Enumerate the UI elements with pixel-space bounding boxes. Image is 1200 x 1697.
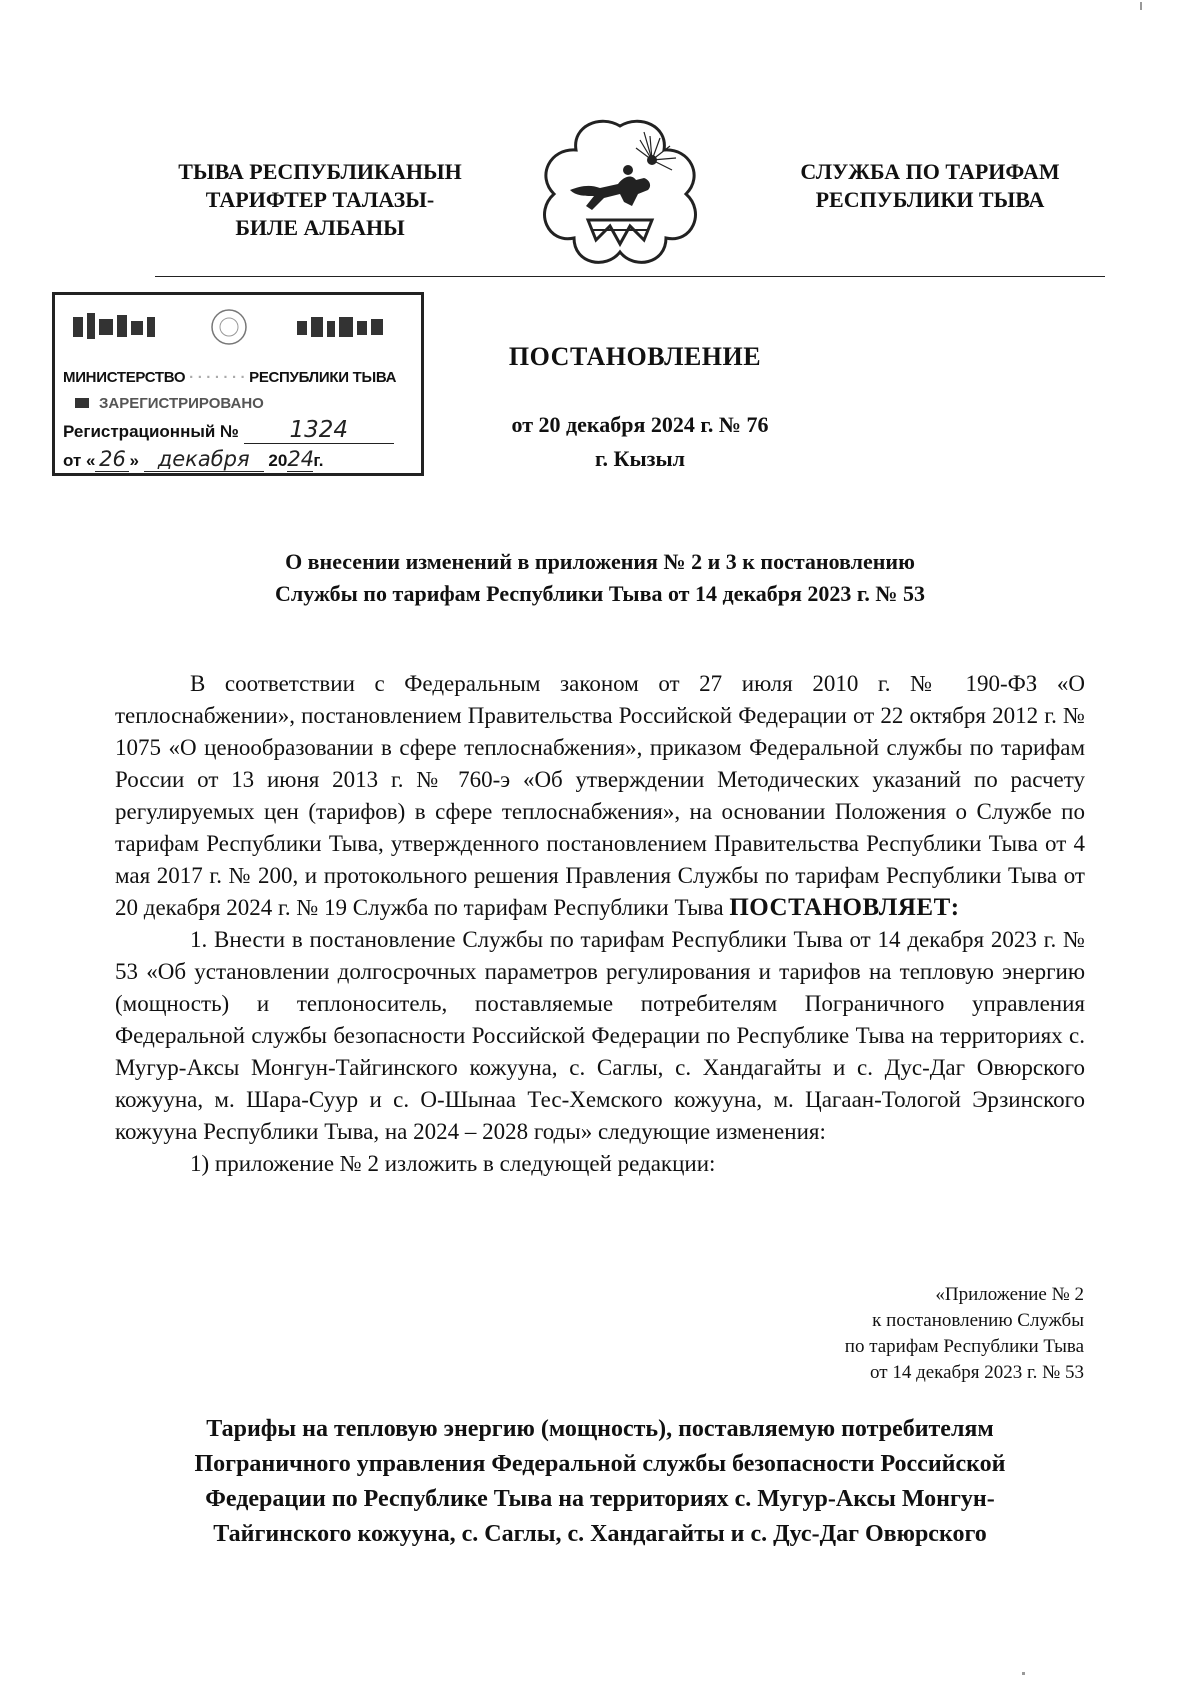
letterhead-russian-line: СЛУЖБА ПО ТАРИФАМ <box>800 159 1060 184</box>
scan-speck <box>1022 1672 1025 1675</box>
document-subject-line: О внесении изменений в приложения № 2 и 3 к постановлению <box>285 549 915 574</box>
stamp-ministry-tail: РЕСПУБЛИКИ ТЫВА <box>249 369 397 386</box>
subitem-1-paragraph: 1) приложение № 2 изложить в следующей редакции: <box>190 1151 716 1176</box>
document-subject <box>120 546 1080 610</box>
stamp-year-end: г. <box>313 451 324 470</box>
letterhead-tuvan <box>150 158 490 242</box>
stamp-date-prefix: от « <box>63 451 96 470</box>
tariff-title-line: Тайгинского кожууна, с. Саглы, с. Хандагайты и с. Дус-Даг Овюрского <box>213 1521 987 1547</box>
stamp-year: 24 <box>287 447 315 471</box>
decree-word: ПОСТАНОВЛЯЕТ: <box>729 894 960 921</box>
letterhead-tuvan-line: БИЛЕ АЛБАНЫ <box>235 215 405 240</box>
letterhead-tuvan-line: ТАРИФТЕР ТАЛАЗЫ- <box>205 187 435 212</box>
stamp-date-line <box>63 447 323 472</box>
stamp-month: декабря <box>144 447 264 472</box>
document-date-number: от 20 декабря 2024 г. № 76 <box>511 412 769 437</box>
preamble-text: В соответствии с Федеральным законом от 27 июля 2010 г. № 190-ФЗ «О теплоснабжении», постановлением Правительства Российской Федерации от 22 октября 2012 г. № 1075 «О ценообразовании в сфере теплоснабжения», приказом Федеральной службы по тарифам России от 13 июня 2013 г. № 760-э «Об утверждении Методических указаний по расчету регулируемых цен (тарифов) в сфере теплоснабжения», на основании Положения о Службе по тарифам Республики Тыва, утвержденного постановлением Правительства Республики Тыва от 4 мая 2017 г. № 200, и протокольного решения Правления Службы по тарифам Республики Тыва от 20 декабря 2024 г. № 19 Служба по тарифам Республики Тыва <box>115 671 1085 920</box>
document-city: г. Кызыл <box>595 446 685 471</box>
tariff-title-line: Тарифы на тепловую энергию (мощность), поставляемую потребителям <box>206 1416 994 1442</box>
registration-stamp <box>52 292 424 476</box>
stamp-seal-smudge-icon <box>67 307 412 347</box>
appendix-line: от 14 декабря 2023 г. № 53 <box>870 1362 1084 1383</box>
tariff-title-line: Пограничного управления Федеральной службы безопасности Российской <box>194 1451 1006 1477</box>
tariff-table-title <box>140 1412 1060 1552</box>
letterhead-tuvan-line: ТЫВА РЕСПУБЛИКАНЫН <box>178 159 462 184</box>
appendix-line: к постановлению Службы <box>872 1310 1084 1331</box>
stamp-year-prefix: 20 <box>268 451 288 470</box>
appendix-line: по тарифам Республики Тыва <box>844 1336 1084 1357</box>
stamp-reg-number: 1324 <box>244 417 394 444</box>
appendix-line: «Приложение № 2 <box>935 1284 1084 1305</box>
stamp-reg-number-line <box>63 417 394 444</box>
letterhead-russian-line: РЕСПУБЛИКИ ТЫВА <box>815 187 1045 212</box>
coat-of-arms-icon <box>540 118 700 268</box>
stamp-day: 26 <box>95 447 129 472</box>
item-1-paragraph: 1. Внести в постановление Службы по тарифам Республики Тыва от 14 декабря 2023 г. № 53 «Об установлении долгосрочных параметров регулирования и тарифов на тепловую энергию (мощность) и теплоноситель, поставляемые потребителям Пограничного управления Федеральной службы безопасности Российской Федерации по Республике Тыва на территориях с. Мугур-Аксы Монгун-Тайгинского кожууна, с. Саглы, с. Хандагайты и с. Дус-Даг Овюрского кожууна, м. Шара-Суур и с. О-Шынаа Тес-Хемского кожууна, м. Цагаан-Тологой Эрзинского кожууна Республики Тыва, на 2024 – 2028 годы» следующие изменения: <box>115 927 1085 1144</box>
scan-speck <box>1140 2 1142 10</box>
stamp-ministry-label: МИНИСТЕРСТВО <box>63 369 186 386</box>
document-subject-line: Службы по тарифам Республики Тыва от 14 декабря 2023 г. № 53 <box>275 581 925 606</box>
stamp-day-close: » <box>129 451 139 470</box>
stamp-registered-label: ЗАРЕГИСТРИРОВАНО <box>99 395 264 412</box>
stamp-ministry: МИНИСТЕРСТВО · · · · · · · РЕСПУБЛИКИ ТЫВА <box>63 369 397 386</box>
tariff-title-line: Федерации по Республике Тыва на территориях с. Мугур-Аксы Монгун- <box>205 1486 995 1512</box>
document-title: ПОСТАНОВЛЕНИЕ <box>508 342 762 371</box>
stamp-registered <box>75 395 264 412</box>
letterhead-divider <box>155 276 1105 277</box>
stamp-reg-label: Регистрационный № <box>63 422 239 441</box>
appendix-reference <box>684 1282 1084 1386</box>
preamble-paragraph <box>115 668 1085 924</box>
letterhead-russian <box>770 158 1090 214</box>
document-body <box>115 668 1085 1180</box>
